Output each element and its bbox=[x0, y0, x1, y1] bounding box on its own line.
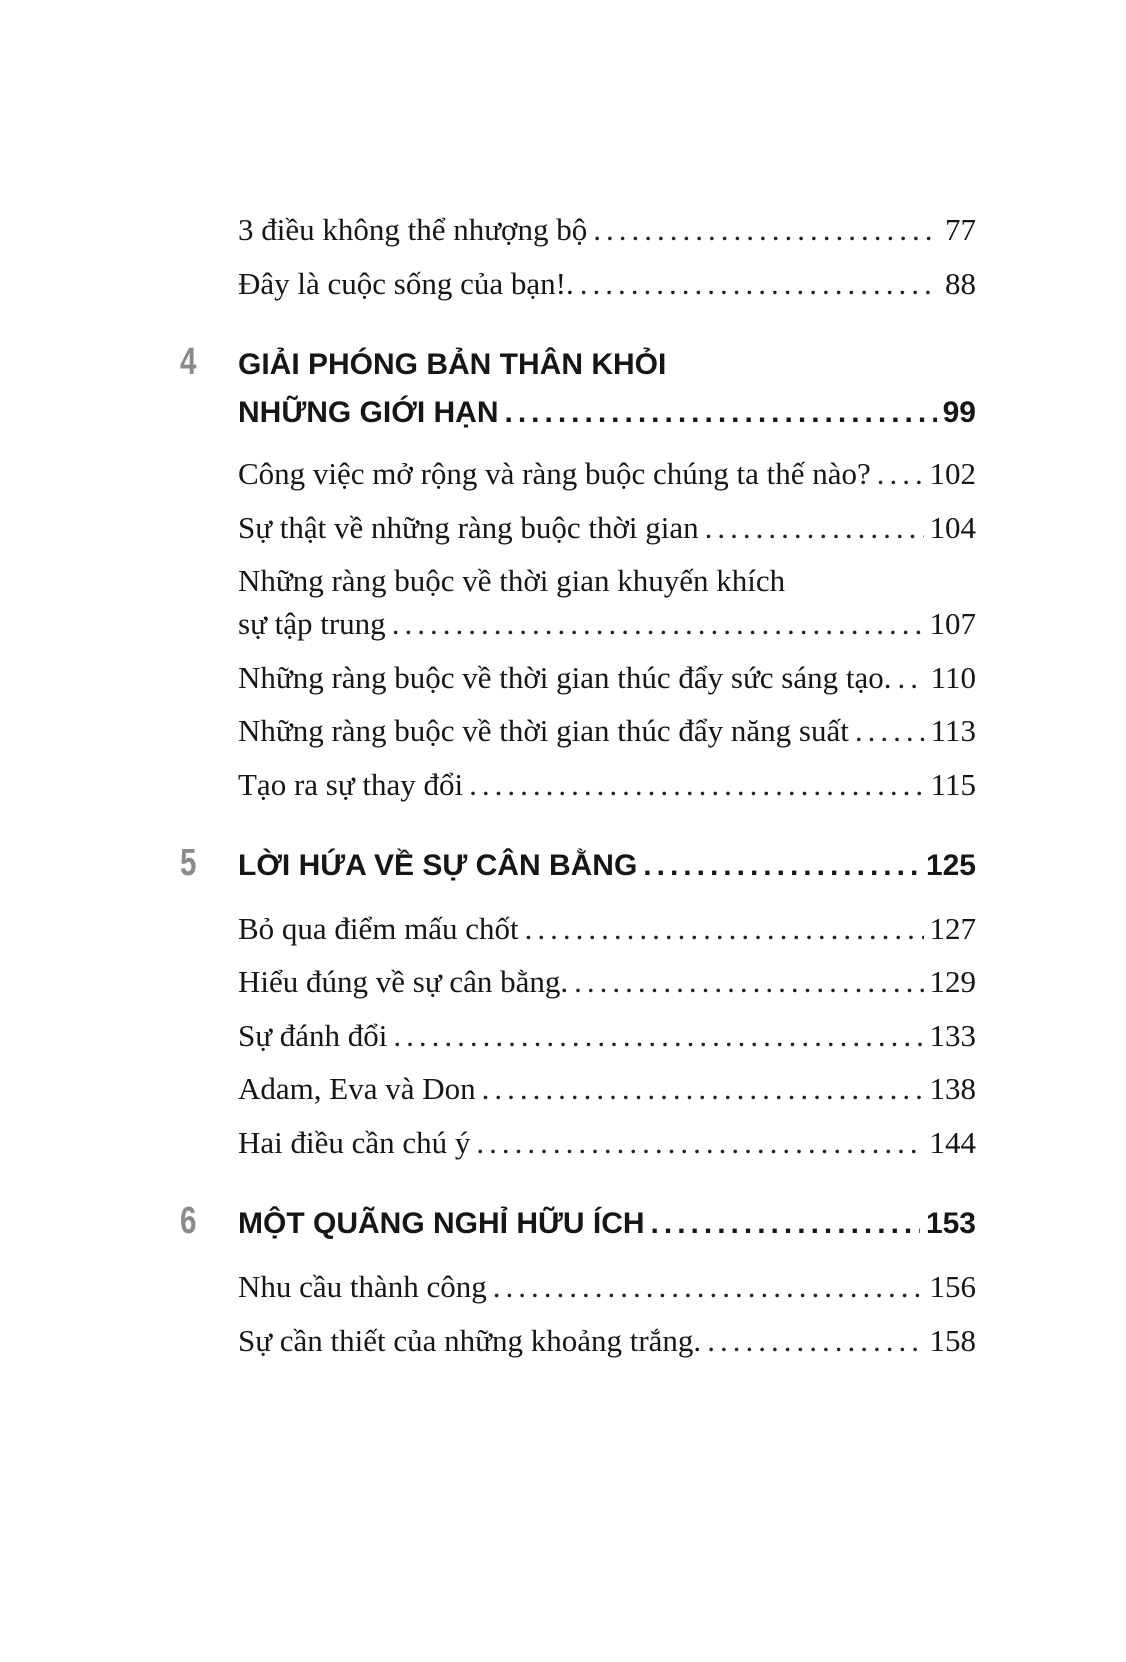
dot-leader bbox=[574, 964, 923, 1000]
dot-leader bbox=[855, 713, 925, 749]
toc-entry-page: 133 bbox=[929, 1018, 976, 1053]
toc-entry bbox=[238, 660, 976, 696]
toc-entry bbox=[238, 1071, 976, 1107]
dot-leader bbox=[393, 1018, 923, 1054]
chapter-heading bbox=[238, 347, 976, 431]
toc-entry-title: Sự đánh đổi bbox=[238, 1018, 388, 1053]
chapter-number: 6 bbox=[180, 1200, 197, 1242]
toc-entry-page: 129 bbox=[929, 964, 976, 999]
dot-leader bbox=[593, 212, 939, 248]
toc-entry bbox=[238, 1018, 976, 1054]
dot-leader bbox=[877, 456, 924, 492]
toc-entry-title: sự tập trung bbox=[238, 606, 386, 641]
toc-entry-title: Tạo ra sự thay đổi bbox=[238, 767, 464, 802]
toc-entry-page: 127 bbox=[929, 911, 976, 946]
toc-entry-title: Sự cần thiết của những khoảng trắng. bbox=[238, 1323, 702, 1358]
toc-entry-page: 110 bbox=[930, 660, 976, 695]
toc-entry-title: 3 điều không thể nhượng bộ bbox=[238, 212, 588, 247]
toc-entry-title: Đây là cuộc sống của bạn!. bbox=[238, 266, 574, 301]
chapter-number: 4 bbox=[180, 341, 197, 383]
toc-entry-title: Adam, Eva và Don bbox=[238, 1071, 476, 1106]
toc-entry bbox=[238, 266, 976, 302]
dot-leader bbox=[580, 266, 939, 302]
toc-entry-page: 144 bbox=[929, 1125, 976, 1160]
dot-leader bbox=[493, 1269, 924, 1305]
toc-entry-page: 77 bbox=[945, 212, 976, 247]
toc-entry-page: 156 bbox=[929, 1269, 976, 1304]
toc-entry bbox=[238, 563, 976, 642]
toc-entry bbox=[238, 964, 976, 1000]
toc-entry-page: 158 bbox=[929, 1323, 976, 1358]
chapter-heading bbox=[238, 848, 976, 884]
toc-entry-title: Công việc mở rộng và ràng buộc chúng ta thế nào? bbox=[238, 456, 871, 491]
chapter-page: 125 bbox=[925, 849, 976, 882]
chapter-title: MỘT QUÃNG NGHỈ HỮU ÍCH bbox=[238, 1207, 645, 1240]
toc-entry bbox=[238, 713, 976, 749]
toc-entry bbox=[238, 1269, 976, 1305]
toc-entry-title: Bỏ qua điểm mấu chốt bbox=[238, 911, 519, 946]
chapter-page: 99 bbox=[942, 396, 976, 429]
toc-entry-page: 113 bbox=[930, 713, 976, 748]
toc-entry bbox=[238, 1125, 976, 1161]
toc-entry-page: 107 bbox=[929, 606, 976, 641]
toc-entry bbox=[238, 510, 976, 546]
toc-entry-title: Những ràng buộc về thời gian thúc đẩy năng suất bbox=[238, 713, 849, 748]
dot-leader bbox=[469, 767, 925, 803]
dot-leader bbox=[392, 606, 924, 642]
toc-entry-page: 102 bbox=[929, 456, 976, 491]
toc-entry-title: Hai điều cần chú ý bbox=[238, 1125, 471, 1160]
dot-leader bbox=[476, 1125, 923, 1161]
toc-entry bbox=[238, 767, 976, 803]
toc-entry-page: 138 bbox=[929, 1071, 976, 1106]
chapter-title: LỜI HỨA VỀ SỰ CÂN BẰNG bbox=[238, 849, 638, 882]
toc-entry-title: Những ràng buộc về thời gian thúc đẩy sức sáng tạo. bbox=[238, 660, 892, 695]
dot-leader bbox=[705, 510, 924, 546]
dot-leader bbox=[897, 660, 924, 696]
dot-leader bbox=[504, 395, 936, 431]
chapter-title: NHỮNG GIỚI HẠN bbox=[238, 396, 499, 429]
toc-entry bbox=[238, 1323, 976, 1359]
dot-leader bbox=[707, 1323, 923, 1359]
dot-leader bbox=[482, 1071, 924, 1107]
toc-entry-title: Nhu cầu thành công bbox=[238, 1269, 487, 1304]
chapter-number: 5 bbox=[180, 842, 197, 884]
dot-leader bbox=[651, 1206, 920, 1242]
toc-entry-page: 104 bbox=[929, 510, 976, 545]
chapter-page: 153 bbox=[925, 1207, 976, 1240]
dot-leader bbox=[525, 911, 924, 947]
dot-leader bbox=[643, 848, 920, 884]
toc-entry-title-line1: Những ràng buộc về thời gian khuyến khích bbox=[238, 563, 786, 598]
toc-entry-page: 115 bbox=[930, 767, 976, 802]
toc-entry bbox=[238, 212, 976, 248]
toc-entry-page: 88 bbox=[945, 266, 976, 301]
chapter-heading bbox=[238, 1206, 976, 1242]
toc-entry-title: Sự thật về những ràng buộc thời gian bbox=[238, 510, 699, 545]
toc-entry bbox=[238, 456, 976, 492]
toc-entry bbox=[238, 911, 976, 947]
toc-entry-title: Hiểu đúng về sự cân bằng. bbox=[238, 964, 569, 999]
chapter-title-line1: GIẢI PHÓNG BẢN THÂN KHỎI bbox=[238, 348, 667, 381]
